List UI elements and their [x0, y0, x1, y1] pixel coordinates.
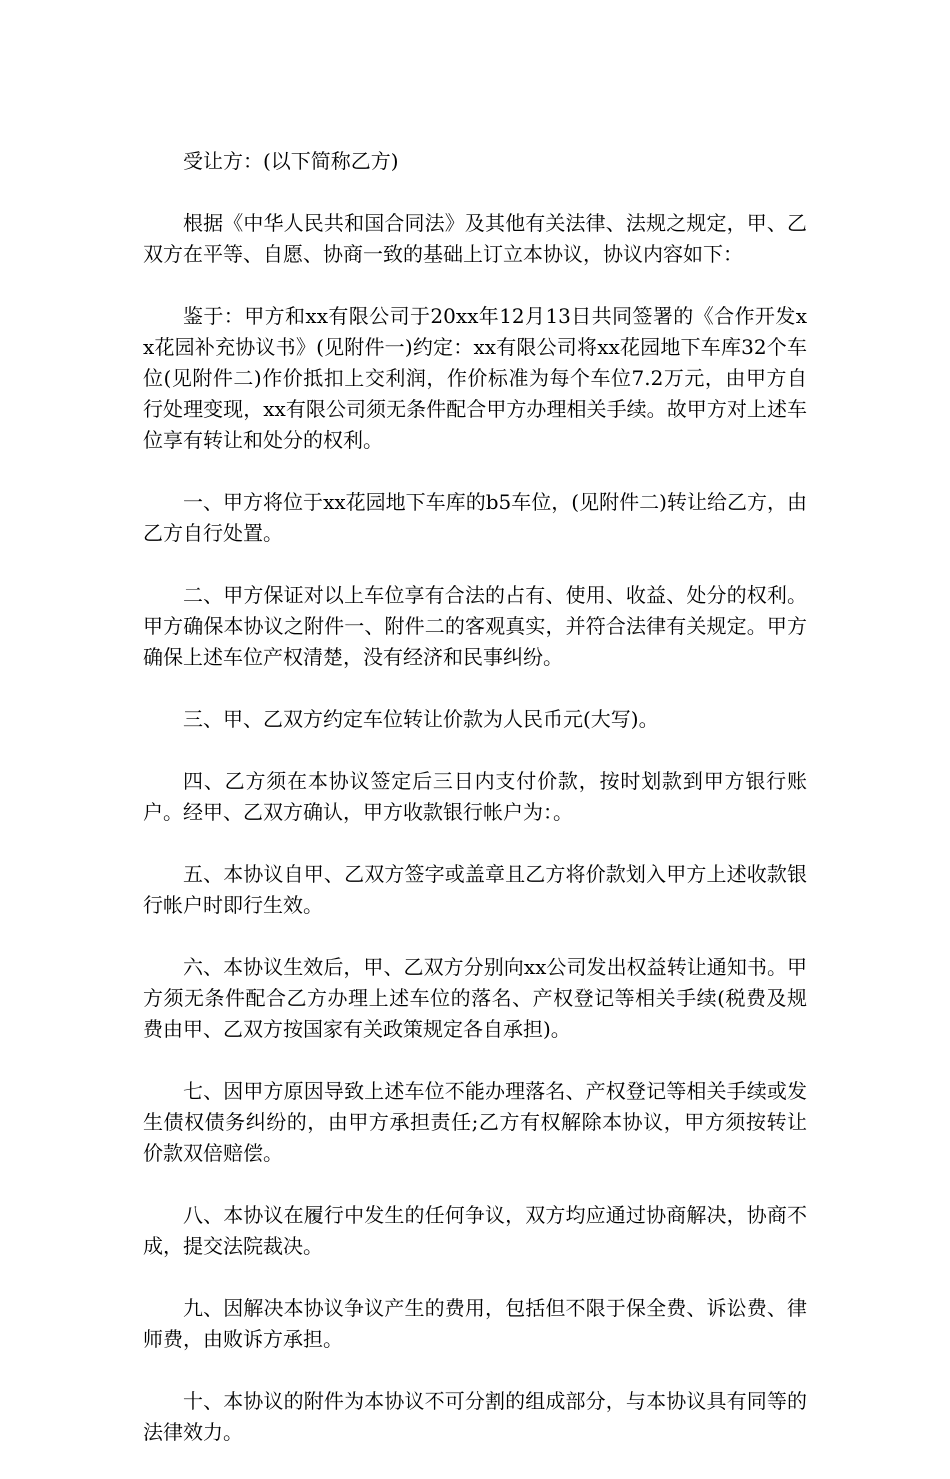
- document-body: [143, 146, 807, 1479]
- paragraph-clause-2: 二、甲方保证对以上车位享有合法的占有、使用、收益、处分的权利。甲方确保本协议之附件一、附件二的客观真实，并符合法律有关规定。甲方确保上述车位产权清楚，没有经济和民事纠纷。: [143, 583, 807, 669]
- paragraph-assignee: 受让方：(以下简称乙方): [183, 149, 399, 173]
- paragraph-clause-3: 三、甲、乙双方约定车位转让价款为人民币元(大写)。: [183, 707, 659, 731]
- paragraph-clause-10: 十、本协议的附件为本协议不可分割的组成部分，与本协议具有同等的法律效力。: [143, 1389, 807, 1444]
- paragraph-clause-6: 六、本协议生效后，甲、乙双方分别向xx公司发出权益转让通知书。甲方须无条件配合乙方办理上述车位的落名、产权登记等相关手续(税费及规费由甲、乙双方按国家有关政策规定各自承担)。: [143, 955, 807, 1041]
- paragraph-clause-4: 四、乙方须在本协议签定后三日内支付价款，按时划款到甲方银行账户。经甲、乙双方确认，甲方收款银行帐户为：。: [143, 769, 807, 824]
- paragraph-clause-8: 八、本协议在履行中发生的任何争议，双方均应通过协商解决，协商不成，提交法院裁决。: [143, 1203, 807, 1258]
- paragraph-clause-9: 九、因解决本协议争议产生的费用，包括但不限于保全费、诉讼费、律师费，由败诉方承担。: [143, 1296, 807, 1351]
- paragraph-preamble: 根据《中华人民共和国合同法》及其他有关法律、法规之规定，甲、乙双方在平等、自愿、协商一致的基础上订立本协议，协议内容如下：: [143, 211, 807, 266]
- paragraph-clause-5: 五、本协议自甲、乙双方签字或盖章且乙方将价款划入甲方上述收款银行帐户时即行生效。: [143, 862, 807, 917]
- paragraph-clause-1: 一、甲方将位于xx花园地下车库的b5车位，(见附件二)转让给乙方，由乙方自行处置。: [143, 490, 807, 545]
- paragraph-whereas: 鉴于：甲方和xx有限公司于20xx年12月13日共同签署的《合作开发xx花园补充协议书》(见附件一)约定：xx有限公司将xx花园地下车库32个车位(见附件二)作价抵扣上交利润，作价标准为每个车位7.2万元，由甲方自行处理变现，xx有限公司须无条件配合甲方办理相关手续。故甲方对上述车位享有转让和处分的权利。: [143, 304, 807, 452]
- paragraph-clause-7: 七、因甲方原因导致上述车位不能办理落名、产权登记等相关手续或发生债权债务纠纷的，由甲方承担责任;乙方有权解除本协议，甲方须按转让价款双倍赔偿。: [143, 1079, 807, 1165]
